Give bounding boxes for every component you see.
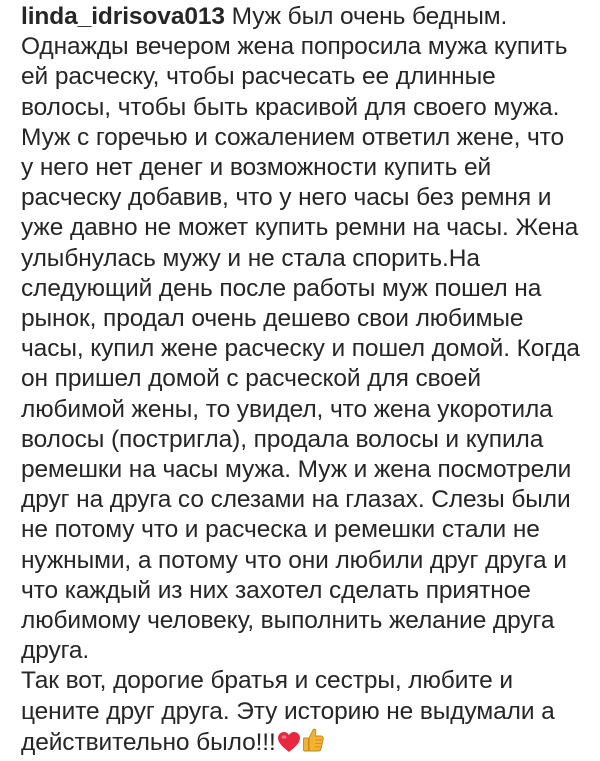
caption-line: часы, купил жене расческу и пошел домой. Когда <box>21 335 580 363</box>
caption-line: любимой жены, то увидел, что жена укоротила <box>21 395 553 423</box>
thumbs-up-icon <box>302 727 324 761</box>
caption-closing-text: действительно было!!! <box>21 728 276 756</box>
heart-icon <box>277 731 301 761</box>
caption-line: Однажды вечером жена попросила мужа купить <box>21 33 568 61</box>
caption-line: рынок, продал очень дешево свои любимые <box>21 305 524 333</box>
caption-last-line <box>21 727 583 761</box>
caption-line: расческу добавив, что у него часы без ремня и <box>21 184 552 212</box>
caption-line: следующий день после работы муж пошел на <box>21 274 542 302</box>
caption-line: ремешки на часы мужа. Муж и жена посмотрели <box>21 456 572 484</box>
caption-line: не потому что и расческа и ремешки стали не <box>21 516 540 544</box>
post-caption <box>21 2 583 761</box>
caption-line: друг на друга со слезами на глазах. Слезы были <box>21 486 571 514</box>
caption-line: улыбнулась мужу и не стала спорить.На <box>21 244 480 272</box>
caption-line: цените друг друга. Эту историю не выдумали а <box>21 697 555 725</box>
caption-line: волосы (постригла), продала волосы и купила <box>21 425 544 453</box>
caption-first-line <box>21 2 583 32</box>
caption-line: у него нет денег и возможности купить ей <box>21 154 492 182</box>
caption-line: нужными, а потому что они любили друг друга и <box>21 546 567 574</box>
caption-line: Муж с горечью и сожалением ответил жене, что <box>21 123 565 151</box>
caption-line: любимому человеку, выполнить желание друга <box>21 607 555 635</box>
caption-line: Так вот, дорогие братья и сестры, любите и <box>21 667 513 695</box>
caption-line: ей расческу, чтобы расчесать ее длинные <box>21 63 496 91</box>
caption-line: уже давно не может купить ремни на часы. Жена <box>21 214 579 242</box>
caption-line: волосы, чтобы быть красивой для своего мужа. <box>21 93 560 121</box>
caption-line: что каждый из них захотел сделать приятное <box>21 576 531 604</box>
caption-line: друга. <box>21 637 90 665</box>
caption-opening-text: Муж был очень бедным. <box>224 3 508 30</box>
username-link[interactable]: linda_idrisova013 <box>21 3 225 30</box>
caption-line: он пришел домой с расческой для своей <box>21 365 481 393</box>
